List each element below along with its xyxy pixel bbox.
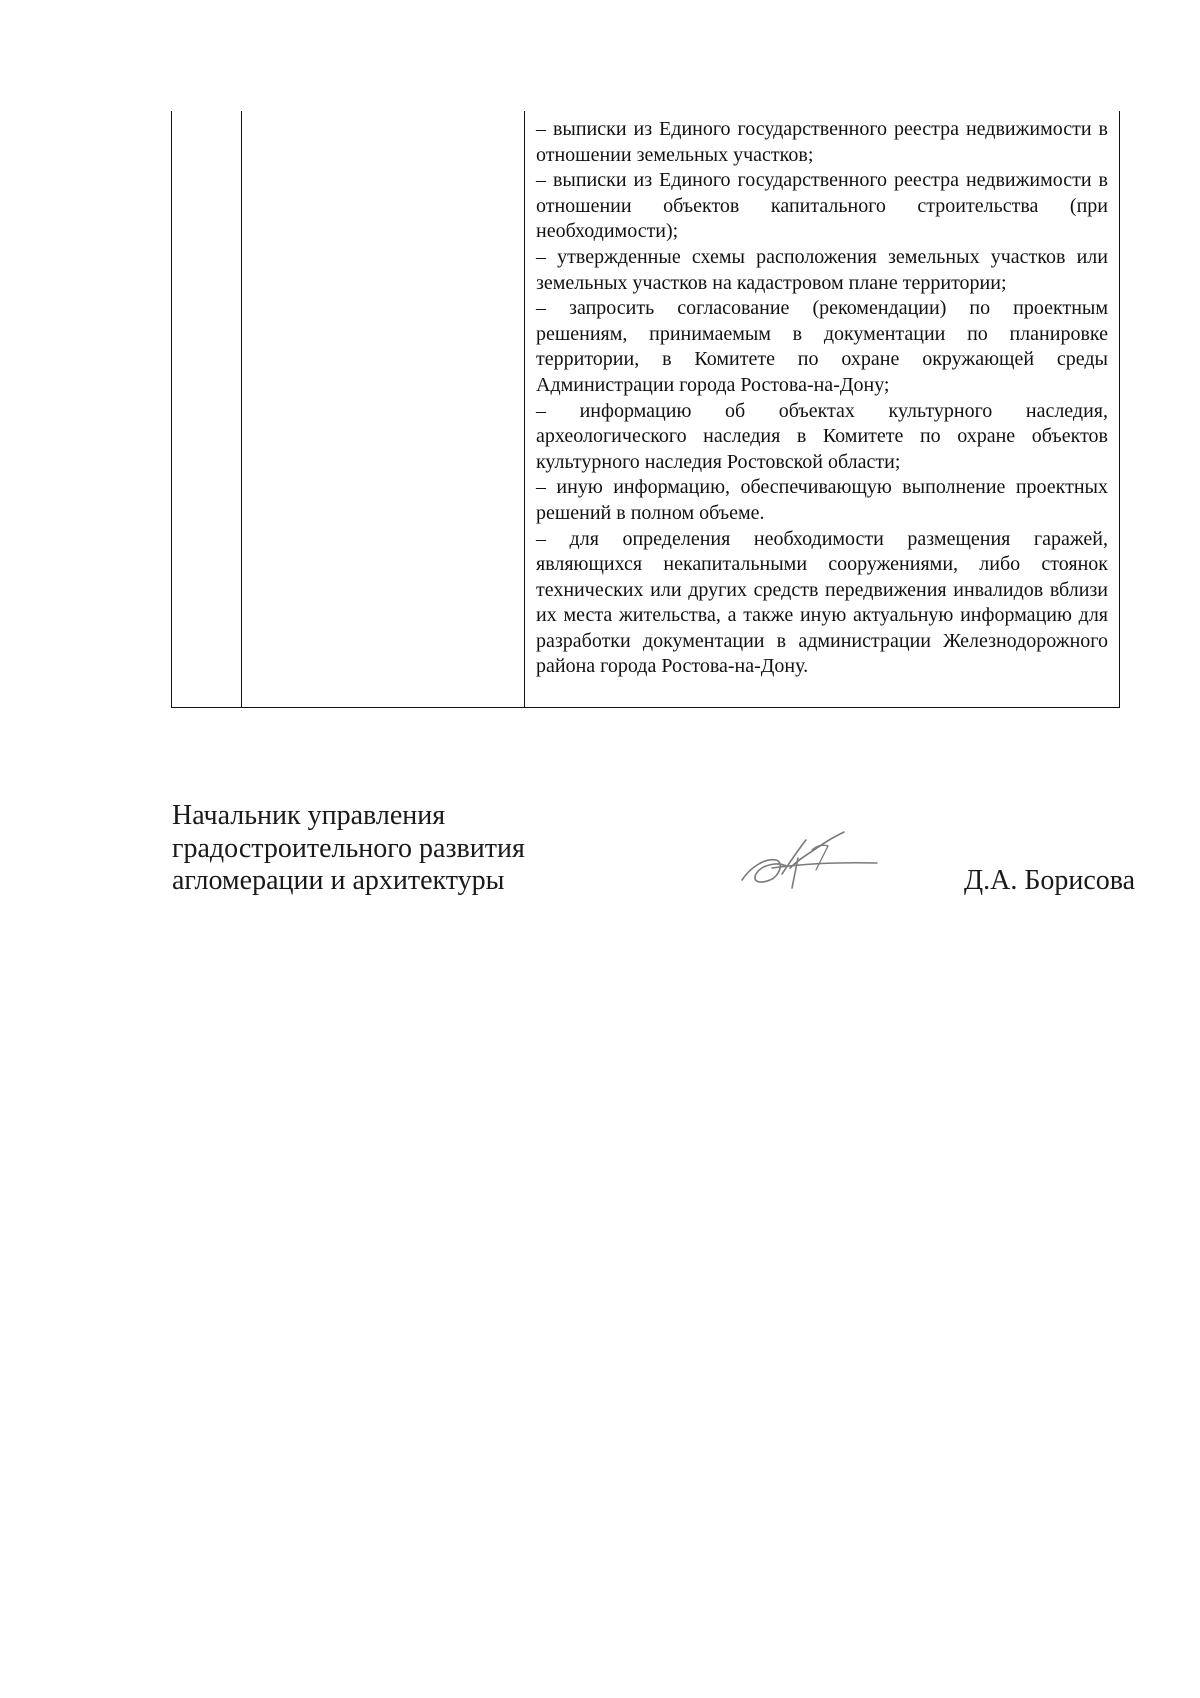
name-cell [242,111,525,708]
position-line: Начальник управления [172,800,446,831]
requirements-table [171,111,1120,708]
info-item: – утвержденные схемы расположения земельных участков или земельных участков на кадастровом плане территории; [536,245,1108,294]
info-item: – запросить согласование (рекомендации) по проектным решениям, принимаемым в документации по планировке территории, в Комитете по охране окружающей среды Администрации города Ростова-на-Дону; [536,297,1108,396]
info-cell [525,111,1120,708]
position-line: градостроительного развития [172,832,525,864]
position-title [172,800,525,898]
info-item: – для определения необходимости размещения гаражей, являющихся некапитальными сооружениями, либо стоянок технических или других средств передвижения инвалидов вблизи их места жительства, а также иную актуальную информацию для разработки документации в администрации Железнодорожного района города Ростова-на-Дону. [536,527,1108,678]
info-item: – информацию об объектах культурного наследия, археологического наследия в Комитете по охране объектов культурного наследия Ростовской области; [536,399,1108,473]
signature-block [172,800,1136,910]
info-item: – выписки из Единого государственного реестра недвижимости в отношении объектов капитального строительства (при необходимости); [536,169,1108,243]
table-row [172,111,1120,708]
handwritten-signature [732,828,882,898]
position-line: агломерации и архитектуры [172,865,505,896]
info-item: – иную информацию, обеспечивающую выполнение проектных решений в полном объеме. [536,476,1108,524]
number-cell [172,111,242,708]
signer-name: Д.А. Борисова [964,865,1136,896]
info-item: – выписки из Единого государственного реестра недвижимости в отношении земельных участков; [536,118,1108,166]
